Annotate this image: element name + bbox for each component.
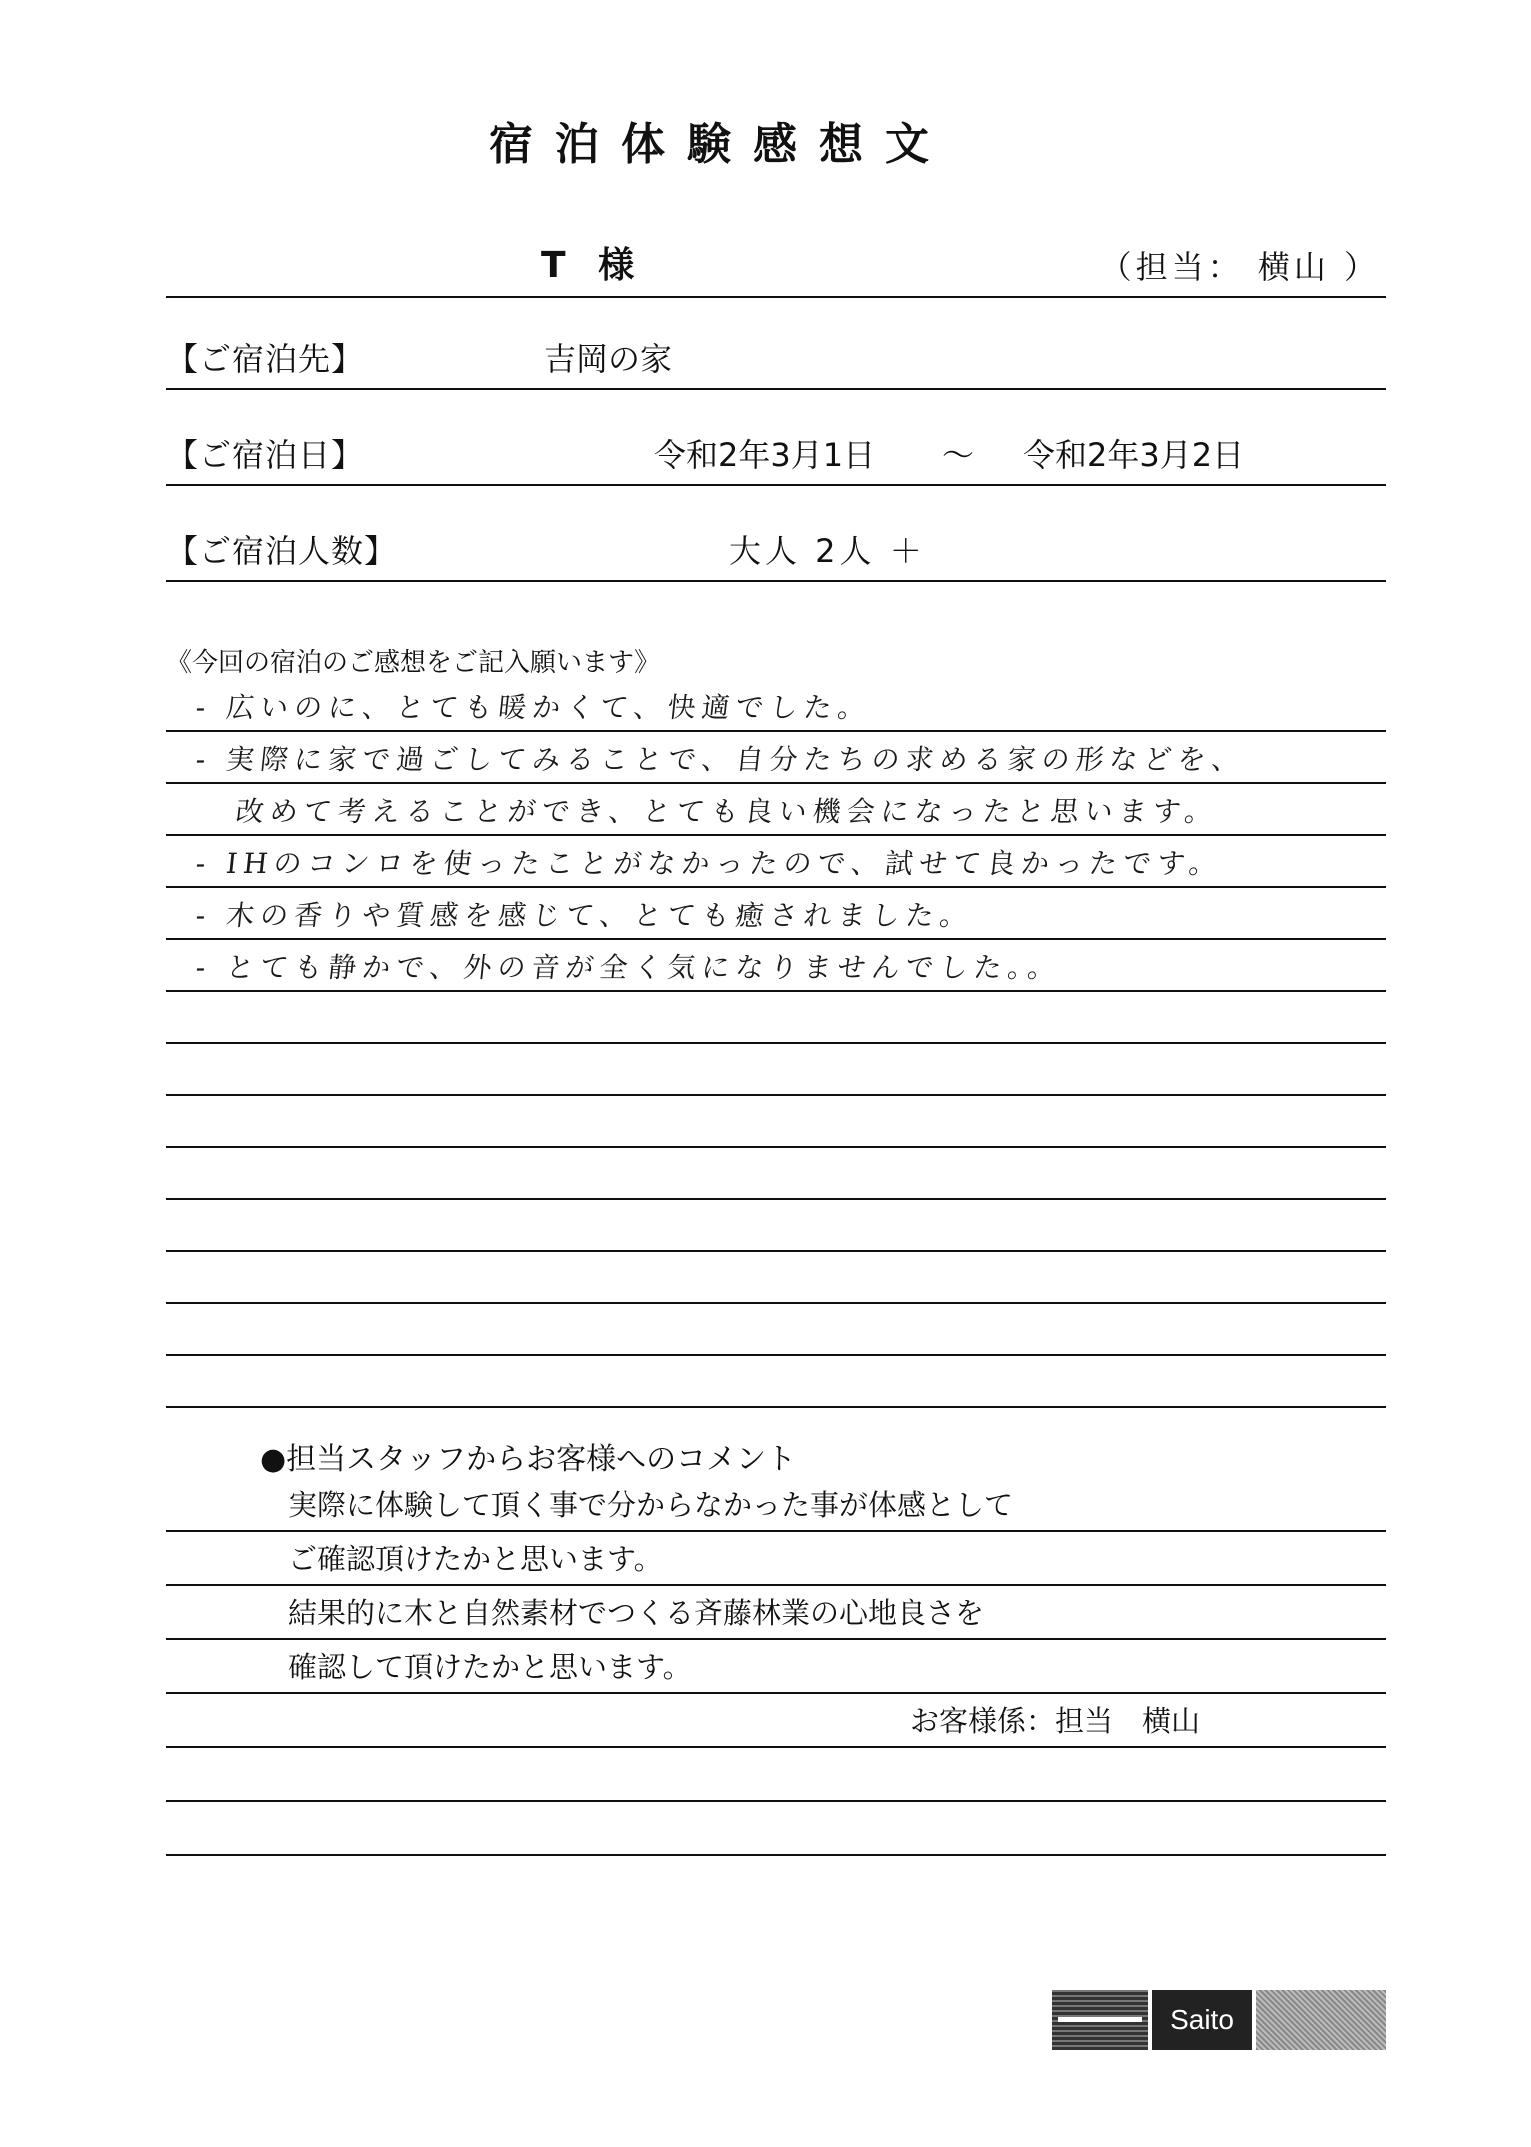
guest-row (166, 244, 1386, 298)
staff-signature: お客様係：担当 横山 (909, 1704, 1200, 1738)
guest-count-value: 大人 2人 ＋ (729, 532, 926, 570)
stay-date-from: 令和2年3月1日 (654, 436, 876, 474)
staff-comment-line (166, 1594, 1386, 1640)
staff-comment-text: ご確認頂けたかと思います。 (288, 1542, 663, 1576)
saito-logo (1052, 1990, 1386, 2050)
stay-place-row (166, 340, 1386, 390)
impression-line (166, 1368, 1386, 1408)
impression-line (166, 1056, 1386, 1096)
impression-line (166, 1264, 1386, 1304)
stay-date-to: 令和2年3月2日 (1023, 436, 1245, 474)
impression-line (166, 796, 1386, 836)
stay-date-separator: ～ (942, 436, 975, 474)
impression-line (166, 744, 1386, 784)
staff-comment-line (166, 1756, 1386, 1802)
impression-line (166, 848, 1386, 888)
staff-comment-heading: ●担当スタッフからお客様へのコメント (260, 1442, 797, 1477)
staff-comment-line (166, 1540, 1386, 1586)
handwritten-text: - IHのコンロを使ったことがなかったので、試せて良かったです。 (194, 847, 1225, 880)
stay-date-row (166, 436, 1386, 486)
stay-place-label: 【ご宿泊先】 (166, 340, 365, 378)
impression-line (166, 1004, 1386, 1044)
logo-texture (1256, 1990, 1386, 2050)
impressions-prompt: 《今回の宿泊のご感想をご記入願います》 (166, 648, 661, 678)
handwritten-text: - とても静かで、外の音が全く気になりませんでした。。 (194, 951, 1064, 984)
impression-line (166, 692, 1386, 732)
handwritten-text: - 木の香りや質感を感じて、とても癒されました。 (194, 899, 976, 932)
staff-comment-line (166, 1648, 1386, 1694)
staff-comment-text: 結果的に木と自然素材でつくる斉藤林業の心地良さを (288, 1596, 985, 1630)
staff-comment-line (166, 1486, 1386, 1532)
impression-line (166, 1108, 1386, 1148)
stay-date-label: 【ご宿泊日】 (166, 436, 365, 474)
stay-place-value: 吉岡の家 (544, 340, 673, 378)
staff-in-charge: （担当： 横山 ） (1099, 248, 1380, 286)
impression-line (166, 1212, 1386, 1252)
impression-line (166, 900, 1386, 940)
staff-comment-line (166, 1702, 1386, 1748)
guest-count-row (166, 532, 1386, 582)
staff-comment-line (166, 1810, 1386, 1856)
document-title: 宿泊体験感想文 (489, 119, 951, 170)
logo-wordmark: Saito (1152, 1990, 1252, 2050)
handwritten-text: - 実際に家で過ごしてみることで、自分たちの求める家の形などを、 (194, 743, 1248, 776)
impression-line (166, 1316, 1386, 1356)
staff-comment-text: 確認して頂けたかと思います。 (288, 1650, 692, 1684)
guest-name: T 様 (541, 245, 645, 286)
guest-count-label: 【ご宿泊人数】 (166, 532, 398, 570)
logo-mark (1052, 1990, 1148, 2050)
handwritten-text: 改めて考えることができ、とても良い機会になったと思います。 (234, 795, 1221, 828)
impression-line (166, 952, 1386, 992)
handwritten-text: - 広いのに、とても暖かくて、快適でした。 (194, 691, 874, 724)
impression-line (166, 1160, 1386, 1200)
staff-comment-text: 実際に体験して頂く事で分からなかった事が体感として (288, 1488, 1014, 1522)
